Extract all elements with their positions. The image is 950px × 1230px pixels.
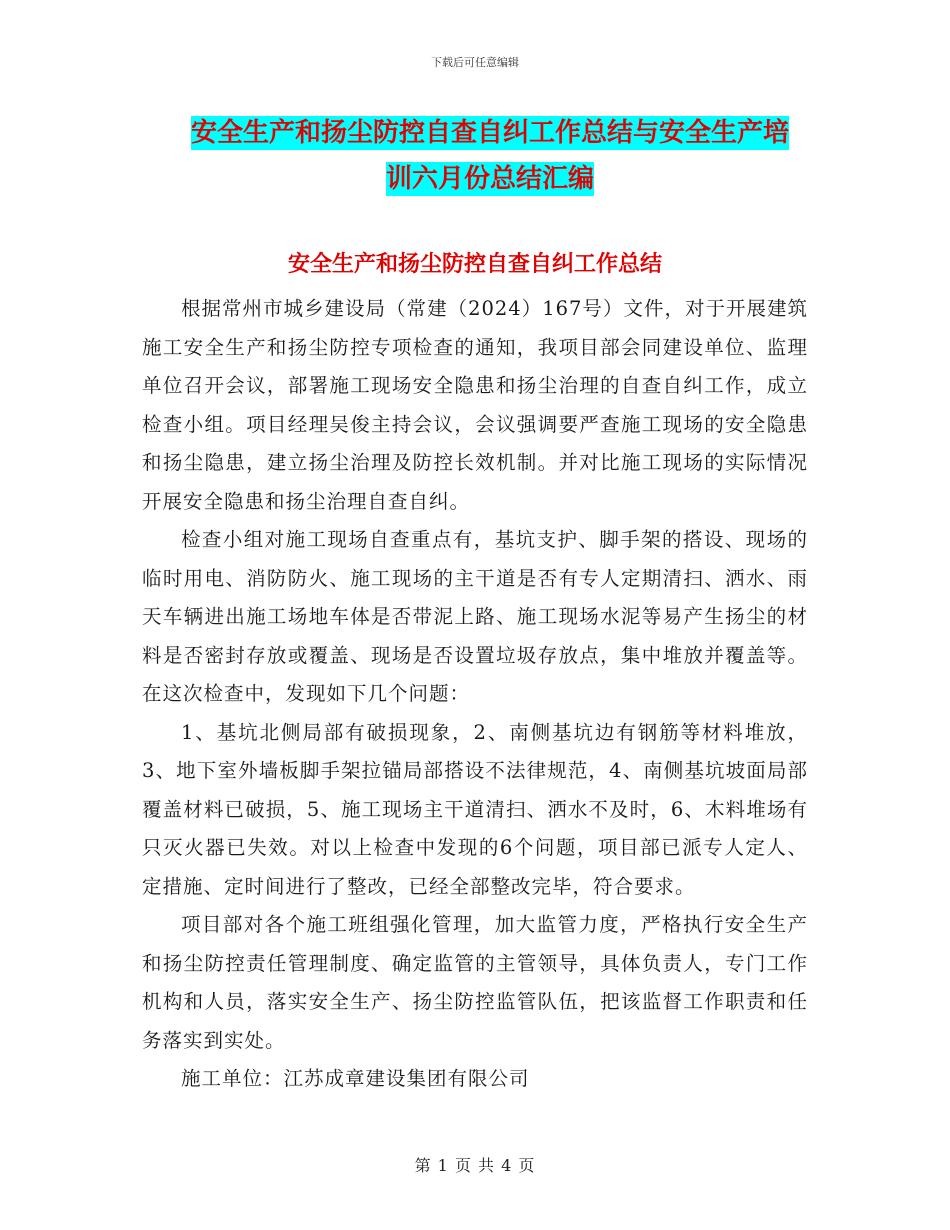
paragraph: 1、基坑北侧局部有破损现象，2、南侧基坑边有钢筋等材料堆放，3、地下室外墙板脚手架拉锚局部搭设不法律规范，4、南侧基坑坡面局部覆盖材料已破损，5、施工现场主干道清扫、洒水不及时，6、木料堆场有只灭火器已失效。对以上检查中发现的6个问题，项目部已派专人定人、定措施、定时间进行了整改，已经全部整改完毕，符合要求。	[142, 720, 808, 898]
paragraph: 根据常州市城乡建设局（常建（2024）167号）文件，对于开展建筑施工安全生产和扬尘防控专项检查的通知，我项目部会同建设单位、监理单位召开会议，部署施工现场安全隐患和扬尘治理的自查自纠工作，成立检查小组。项目经理吴俊主持会议，会议强调要严查施工现场的安全隐患和扬尘隐患，建立扬尘治理及防控长效机制。并对比施工现场的实际情况开展安全隐患和扬尘治理自查自纠。	[142, 297, 808, 513]
paragraph: 项目部对各个施工班组强化管理，加大监管力度，严格执行安全生产和扬尘防控责任管理制度、确定监管的主管领导，具体负责人，专门工作机构和人员，落实安全生产、扬尘防控监管队伍，把该监督工作职责和任务落实到实处。	[142, 913, 808, 1052]
document-body	[142, 290, 808, 1099]
header-note: 下载后可任意编辑	[431, 56, 519, 69]
document-title-line-1: 安全生产和扬尘防控自查自纠工作总结与安全生产培	[190, 118, 789, 148]
document-title-line-2: 训六月份总结汇编	[385, 164, 594, 194]
construction-unit-line: 施工单位：江苏成章建设集团有限公司	[181, 1067, 530, 1090]
document-title	[140, 110, 840, 202]
paragraph: 检查小组对施工现场自查重点有，基坑支护、脚手架的搭设、现场的临时用电、消防防火、施工现场的主干道是否有专人定期清扫、洒水、雨天车辆进出施工场地车体是否带泥上路、施工现场水泥等易产生扬尘的材料是否密封存放或覆盖、现场是否设置垃圾存放点，集中堆放并覆盖等。在这次检查中，发现如下几个问题：	[142, 528, 808, 705]
page-footer: 第 1 页 共 4 页	[414, 1156, 536, 1175]
section-title: 安全生产和扬尘防控自查自纠工作总结	[287, 252, 662, 277]
